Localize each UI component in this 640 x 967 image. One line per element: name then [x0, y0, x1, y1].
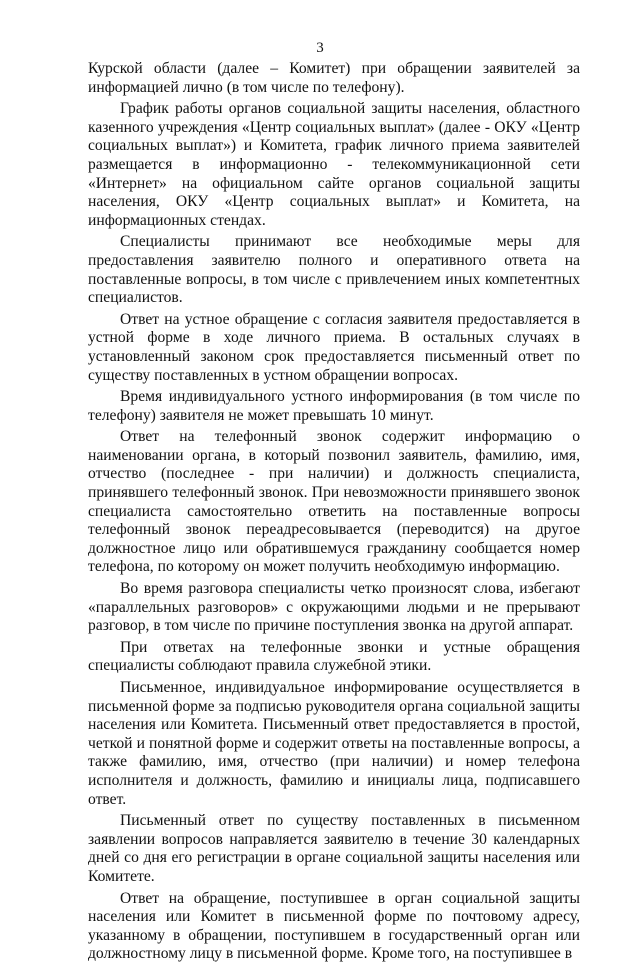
document-body	[88, 60, 580, 967]
paragraph-7: Во время разговора специалисты четко произносят слова, избегают «параллельных разговоров» с окружающими людьми и не прерывают разговор, в том числе по причине поступления звонка на другой аппарат.	[88, 580, 580, 635]
paragraph-4: Ответ на устное обращение с согласия заявителя предоставляется в устной форме в ходе личного приема. В остальных случаях в установленный законом срок предоставляется письменный ответ по существу поставленных в устном обращении вопросах.	[88, 310, 580, 384]
paragraph-3: Специалисты принимают все необходимые меры для предоставления заявителю полного и оперативного ответа на поставленные вопросы, в том числе с привлечением иных компетентных специалистов.	[88, 233, 580, 307]
paragraph-6: Ответ на телефонный звонок содержит информацию о наименовании органа, в который позвонил заявитель, фамилию, имя, отчество (последнее - при наличии) и должность специалиста, принявшего телефонный звонок. При невозможности принявшего звонок специалиста самостоятельно ответить на поставленные вопросы телефонный звонок переадресовывается (переводится) на другое должностное лицо или обратившемуся гражданину сообщается номер телефона, по которому он может получить необходимую информацию.	[88, 428, 580, 576]
paragraph-8: При ответах на телефонные звонки и устные обращения специалисты соблюдают правила служебной этики.	[88, 638, 580, 675]
paragraph-9: Письменное, индивидуальное информирование осуществляется в письменной форме за подписью руководителя органа социальной защиты населения или Комитета. Письменный ответ предоставляется в простой, четкой и понятной форме и содержит ответы на поставленные вопросы, а также фамилию, имя, отчество (при наличии) и номер телефона исполнителя и должность, фамилию и инициалы лица, подписавшего ответ.	[88, 679, 580, 808]
paragraph-1: Курской области (далее – Комитет) при обращении заявителей за информацией лично (в том числе по телефону).	[88, 60, 580, 96]
paragraph-5: Время индивидуального устного информирования (в том числе по телефону) заявителя не может превышать 10 минут.	[88, 388, 580, 424]
paragraph-2: График работы органов социальной защиты населения, областного казенного учреждения «Центр социальных выплат» (далее - ОКУ «Центр социальных выплат») и Комитета, график личного приема заявителей размещается в информационно - телекоммуникационной сети «Интернет» на официальном сайте органов социальной защиты населения, ОКУ «Центр социальных выплат» и Комитета, на информационных стендах.	[88, 100, 580, 229]
paragraph-11: Ответ на обращение, поступившее в орган социальной защиты населения или Комитет в письменной форме по почтовому адресу, указанному в обращении, поступившем в государственный орган или должностному лицу в письменной форме. Кроме того, на поступившее в	[88, 889, 580, 963]
page-number: 3	[316, 40, 324, 56]
paragraph-10: Письменный ответ по существу поставленных в письменном заявлении вопросов направляется заявителю в течение 30 календарных дней со дня его регистрации в органе социальной защиты населения или Комитете.	[88, 812, 580, 885]
